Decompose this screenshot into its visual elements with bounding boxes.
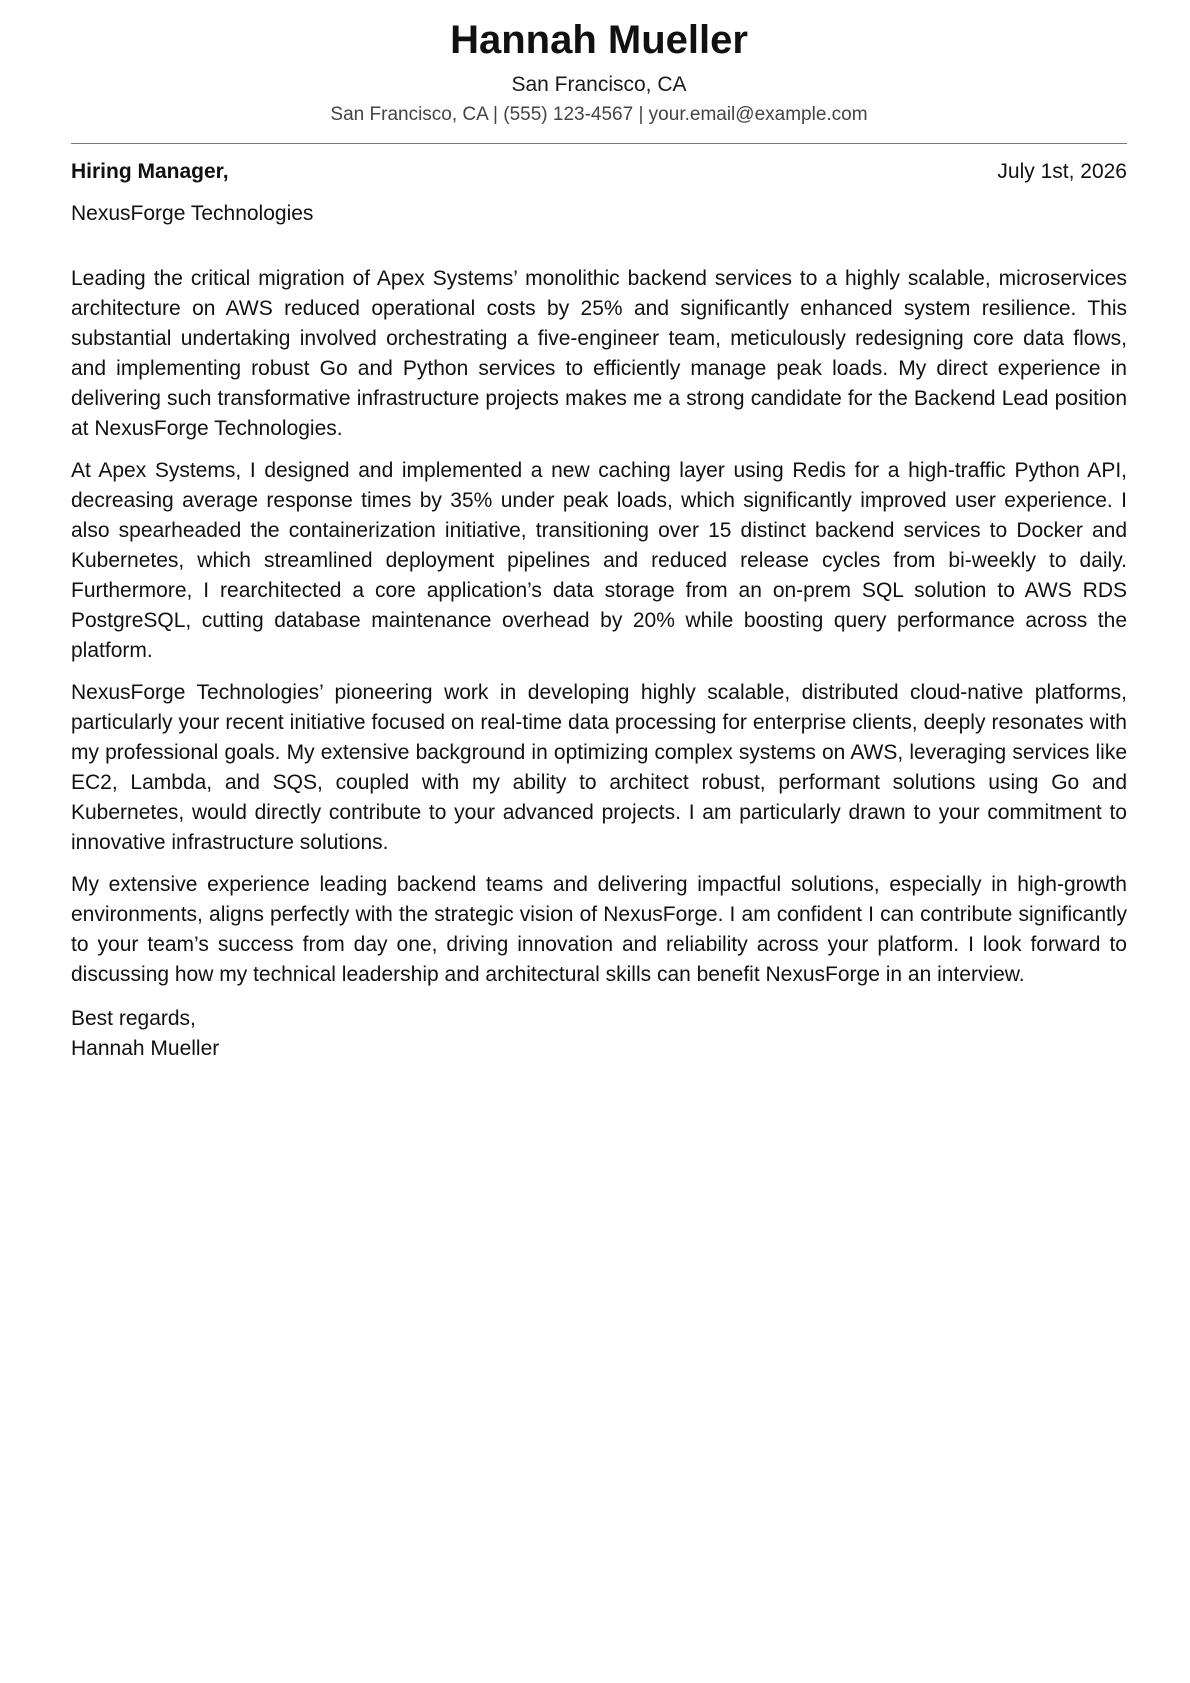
applicant-location: San Francisco, CA xyxy=(511,73,687,96)
body-paragraph-1: Leading the critical migration of Apex Systems’ monolithic backend services to a highly scalable, microservices architecture on AWS reduced operational costs by 25% and significantly enhanced system resilience. This substantial undertaking involved orchestrating a five-engineer team, meticulously redesigning core data flows, and implementing robust Go and Python services to efficiently manage peak loads. My direct experience in delivering such transformative infrastructure projects makes me a strong candidate for the Backend Lead position at NexusForge Technologies. xyxy=(71,267,1127,440)
letter-header xyxy=(71,0,1127,128)
body-paragraph-2: At Apex Systems, I designed and implemented a new caching layer using Redis for a high-traffic Python API, decreasing average response times by 35% under peak loads, which significantly improved user experience. I also spearheaded the containerization initiative, transitioning over 15 distinct backend services to Docker and Kubernetes, which streamlined deployment pipelines and reduced release cycles from bi-weekly to daily. Furthermore, I rearchitected a core application’s data storage from an on-prem SQL solution to AWS RDS PostgreSQL, cutting database maintenance overhead by 20% while boosting query performance across the platform. xyxy=(71,459,1127,662)
contact-info: San Francisco, CA | (555) 123-4567 | your.email@example.com xyxy=(330,104,868,125)
cover-letter-page xyxy=(71,0,1127,1064)
closing-phrase: Best regards, xyxy=(71,1007,196,1030)
header-divider xyxy=(71,143,1127,144)
recipient-salutation: Hiring Manager, xyxy=(71,160,229,183)
recipient-date-row xyxy=(71,158,1127,186)
recipient-company: NexusForge Technologies xyxy=(71,202,314,225)
applicant-name: Hannah Mueller xyxy=(450,18,748,62)
letter-closing xyxy=(71,1004,1127,1064)
body-paragraph-3: NexusForge Technologies’ pioneering work in developing highly scalable, distributed cloud-native platforms, particularly your recent initiative focused on real-time data processing for enterprise clients, deeply resonates with my professional goals. My extensive background in optimizing complex systems on AWS, leveraging services like EC2, Lambda, and SQS, coupled with my ability to architect robust, performant solutions using Go and Kubernetes, would directly contribute to your advanced projects. I am particularly drawn to your commitment to innovative infrastructure solutions. xyxy=(71,681,1127,854)
letter-body xyxy=(71,264,1127,990)
body-paragraph-4: My extensive experience leading backend teams and delivering impactful solutions, especially in high-growth environments, aligns perfectly with the strategic vision of NexusForge. I am confident I can contribute significantly to your team’s success from day one, driving innovation and reliability across your platform. I look forward to discussing how my technical leadership and architectural skills can benefit NexusForge in an interview. xyxy=(71,873,1127,986)
letter-date: July 1st, 2026 xyxy=(997,160,1127,183)
signature-name: Hannah Mueller xyxy=(71,1037,220,1060)
